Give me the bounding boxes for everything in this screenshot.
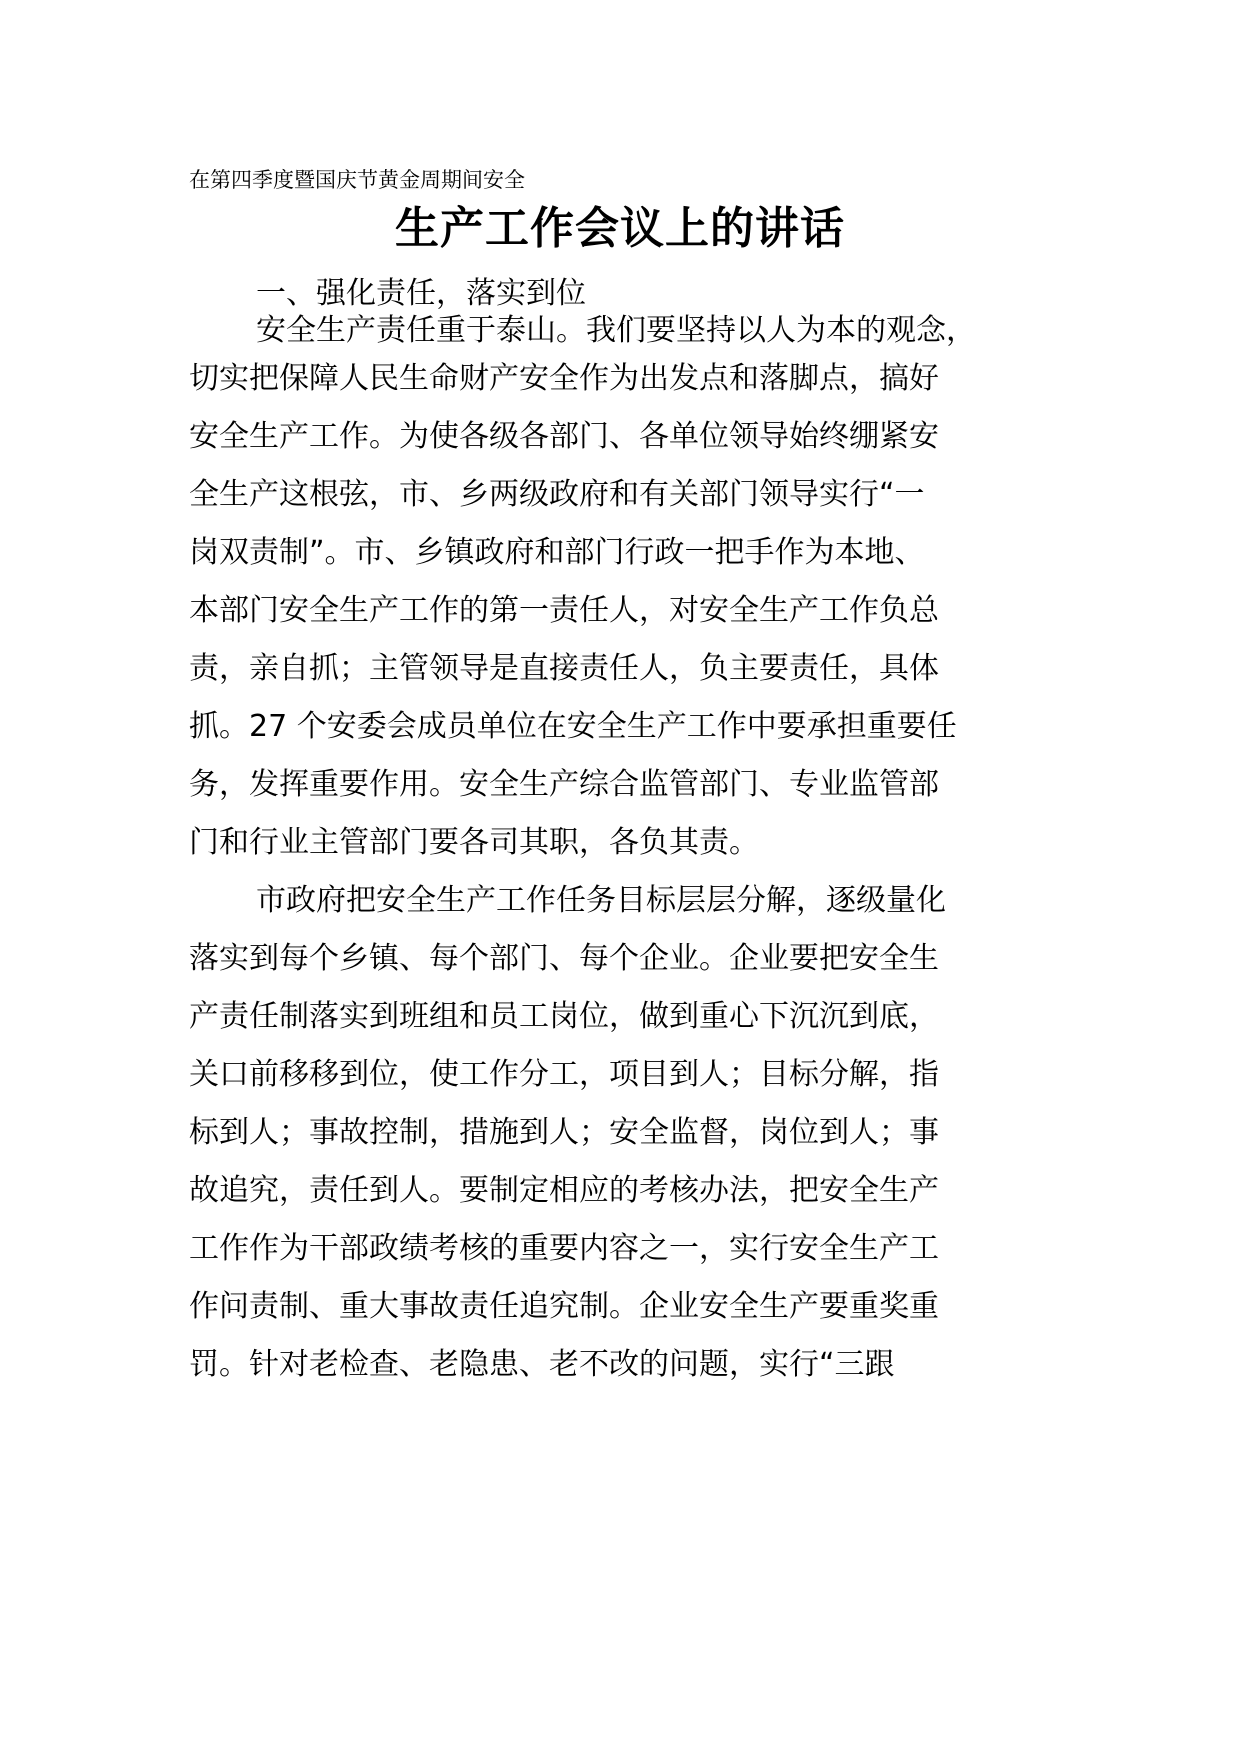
section-heading: 一、强化责任，落实到位 bbox=[256, 276, 586, 311]
paragraph-1-line: 本部门安全生产工作的第一责任人，对安全生产工作负总 bbox=[189, 593, 939, 628]
pre-title: 在第四季度暨国庆节黄金周期间安全 bbox=[189, 168, 525, 192]
paragraph-2-line: 落实到每个乡镇、每个部门、每个企业。企业要把安全生 bbox=[189, 941, 939, 976]
paragraph-1-line: 责，亲自抓；主管领导是直接责任人，负主要责任，具体 bbox=[189, 651, 939, 686]
paragraph-1-line: 务，发挥重要作用。安全生产综合监管部门、专业监管部 bbox=[189, 767, 939, 802]
paragraph-2-line: 罚。针对老检查、老隐患、老不改的问题，实行“三跟 bbox=[189, 1347, 895, 1382]
paragraph-1-line: 安全生产责任重于泰山。我们要坚持以人为本的观念， bbox=[256, 313, 976, 348]
paragraph-1-line: 切实把保障人民生命财产安全作为出发点和落脚点，搞好 bbox=[189, 361, 939, 396]
paragraph-1-line: 安全生产工作。为使各级各部门、各单位领导始终绷紧安 bbox=[189, 419, 939, 454]
paragraph-1-line: 门和行业主管部门要各司其职，各负其责。 bbox=[189, 825, 759, 860]
paragraph-2-line: 工作作为干部政绩考核的重要内容之一，实行安全生产工 bbox=[189, 1231, 939, 1266]
paragraph-1-line: 抓。27 个安委会成员单位在安全生产工作中要承担重要任 bbox=[189, 709, 957, 744]
paragraph-2-line: 标到人；事故控制，措施到人；安全监督，岗位到人；事 bbox=[189, 1115, 939, 1150]
paragraph-1-line: 岗双责制”。市、乡镇政府和部门行政一把手作为本地、 bbox=[189, 535, 925, 570]
paragraph-2-line: 作问责制、重大事故责任追究制。企业安全生产要重奖重 bbox=[189, 1289, 939, 1324]
page-title: 生产工作会议上的讲话 bbox=[395, 203, 845, 254]
paragraph-1-line: 全生产这根弦，市、乡两级政府和有关部门领导实行“一 bbox=[189, 477, 925, 512]
paragraph-2-line: 关口前移移到位，使工作分工，项目到人；目标分解，指 bbox=[189, 1057, 939, 1092]
paragraph-2-line: 故追究，责任到人。要制定相应的考核办法，把安全生产 bbox=[189, 1173, 939, 1208]
paragraph-2-line: 市政府把安全生产工作任务目标层层分解，逐级量化 bbox=[256, 883, 946, 918]
paragraph-2-line: 产责任制落实到班组和员工岗位，做到重心下沉沉到底， bbox=[189, 999, 939, 1034]
